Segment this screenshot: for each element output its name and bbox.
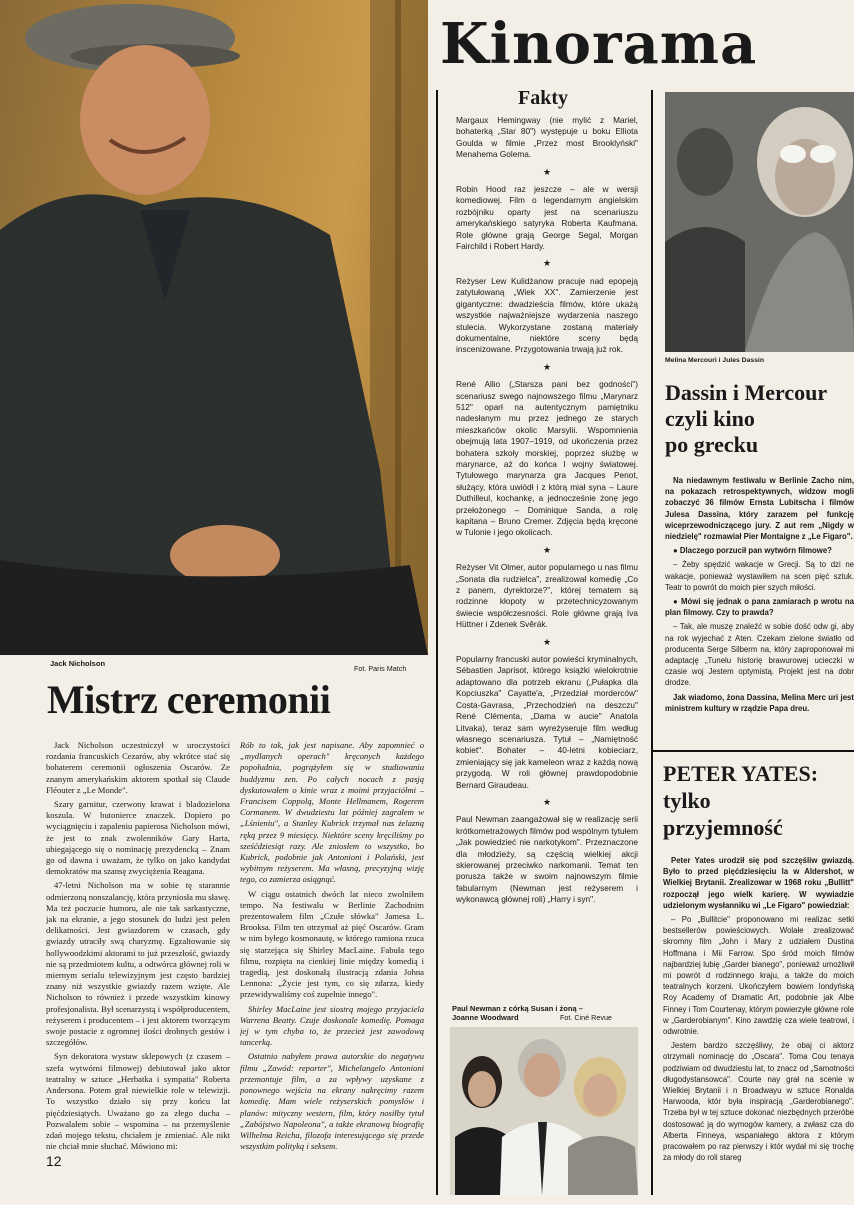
article-column-2 <box>240 740 424 1160</box>
fakty-item: René Allio („Starsza pani bez godności") scenariusz swego najnowszego filmu „Marynarz 512" oparł na autentycznym pamiętniku nadesłanym mu przez jednego ze starych mieszkańców okolic Marsylii. Wspomnienia obejmują lata 1907–1919, od ukończenia przez bohatera szkoły morskiej, poprzez służbę w marynarce, aż do końca I wojny światowej. Tytułowego marynarza gra Jacques Penot, służący, która uwiódł i z którą miał syna – Laure Duthilleul, kochankę, a jednocześnie żonę jego przełożonego – Dominique Sanda, a rolę kapitana – Bruno Cremer. Zdjęcia będą kręcone w Tulonie i jego okolicach. <box>456 379 638 538</box>
paragraph: Ostatnio nabyłem prawa autorskie do negatywu filmu „Zawód: reporter", Michelangelo Antonioni przemontuje film, a za wpływy uzyskane z ponownego wejścia na ekrany nakręcimy razem komedię. Mam wiele reżyserskich pomysłów i planów: mityczny western, film, który nosiłby tytuł „Zabójstwo Napoleona", a także ekranową biografię Wilhelma Reicha, filozofa interesującego się przede wszystkim polityką i seksem. <box>240 1051 424 1152</box>
page-number: 12 <box>46 1153 62 1169</box>
headline-line: tylko <box>663 788 711 813</box>
article-column-1 <box>46 740 230 1160</box>
paragraph: – Po „Bullitcie" proponowano mi realizac setki bestsellerów powieściowych. Wolałe zrealizować skromny film „John i Mary z udziałem Dustina Hoffmana i Mii Farrow. Spo śród moich filmów najbardziej lubię „Garder bianego", ponieważ umożliwił mi powrót d rodzinnego kraju, a także do moich teatralnych korzeni. Ukończyłem bowiem londyńską Roy Academy of Dramatic Art, podobnie jak Albe Finney i Tom Courtenay, którym powierzyłe główne role w „Garderobianym". Kino zawdzię cza wiele teatrowi, i odwrotnie. <box>663 915 854 1037</box>
headline-mistrz-ceremonii: Mistrz ceremonii <box>47 677 331 722</box>
fakty-column <box>456 115 638 1005</box>
fakty-item: Reżyser Vit Olmer, autor popularnego u nas filmu „Sonata dla rudzielca", zrealizował komedię „Co z panem, dyrektorze?", której tematem są rodzinne kłopoty w przetechnicyzowanym świecie współczesności. Role główne grają Iva Hüttner i Zdenek Svěrák. <box>456 562 638 630</box>
star-separator: ★ <box>542 258 552 269</box>
fakty-item: Paul Newman zaangażował się w realizację serii krótkometrażowych filmów pod wspólnym tytułem „Jak powiedzieć nie narkotykom". Przeznaczone dla młodzieży, są częścią wielkiej akcji skierowanej przeciwko narkomanii. Temat ten porusza także w swoim najnowszym filmie fabularnym (Newman jest reżyserem i wykonawcą głównej roli) „Harry i syn". <box>456 814 638 905</box>
paragraph: W ciągu ostatnich dwóch lat nieco zwolniłem tempo. Na festiwalu w Berlinie Zachodnim prezentowałem film „Czułe słówka" Jamesa L. Brooksa. Film ten otrzymał aż pięć Oscarów. Gram w nim byłego kosmonautę, w którego ramiona rzuca się starzejąca się Shirley MacLaine. Fabuła tego filmu, rozpięta na cienkiej linie między komedią i tragedią, jest doskonałą ilustracją zdania Johna Lennona: „Życie jest tym, co się zdarza, kiedy przewidywaliśmy coś zupełnie innego". <box>240 888 424 1000</box>
closing-note: Jak wiadomo, żona Dassina, Melina Merc uri jest ministrem kultury w rządzie Papa dreu. <box>665 692 854 713</box>
paragraph: Syn dekoratora wystaw sklepowych (z czasem – szefa wytwórni filmowej) debiutował jako aktor teatralny w sztuce „Herbatka i sympatia" Roberta Andersona. Potem grał niewielkie role w telewizji. To wszystko działo się przy końcu lat pięćdziesiątych. Uważano go za złego ducha – Pozwalałem sobie – wspomina – na przemyślenie zdań mojego tekstu, chciałem je zmieniać. Ale nikt nie chciał mnie słuchać. Mówiono mi: <box>46 1051 230 1152</box>
section-divider <box>652 750 854 752</box>
fakty-item: Popularny francuski autor powieści kryminalnych, Sébastien Japrisot, którego książki wielokrotnie adaptowano dla potrzeb ekranu („Pułapka dla Kopciuszka" Cayatte'a, „Przedział morderców" Costa-Gavrasa, „Przechodzień na deszczu" René Clémenta, „Dama w aucie" Anatola Litvaka), teraz sam wyreżyseruje film według własnego scenariusza. Tytuł – „Namiętność kobiet". Bohater – 40-letni kobieciarz, zmieniający się jak kameleon wraz z każdą nową przygodą. W roli głównej prawdopodobnie Bernard Giraudeau. <box>456 654 638 790</box>
dassin-headline <box>665 380 827 458</box>
star-separator: ★ <box>542 166 552 177</box>
column-divider <box>436 90 438 1195</box>
jack-nicholson-photo <box>0 0 428 655</box>
photo-illustration <box>450 1027 638 1195</box>
headline-line: PETER YATES: <box>663 761 819 786</box>
lead-paragraph: Peter Yates urodził się pod szczęśliw gwiazdą. Było to przed pięćdziesięciu la w Aldershot, w Wielkiej Brytanii. Zrealizowar w 1968 roku „Bullitt" rozpoczął jego wielk karierę. W wywiadzie udzielonym wysłanniku wi „Le Figaro" powiedział: <box>663 856 854 910</box>
section-title-kinorama: Kinorama <box>440 11 758 77</box>
star-separator: ★ <box>542 361 552 372</box>
yates-headline <box>663 760 818 841</box>
photo-illustration <box>0 0 428 655</box>
headline-line: Dassin i Mercour <box>665 380 828 405</box>
paragraph: 47-letni Nicholson ma w sobie tę starannie odmierzoną nonszalancję, która przyniosła mu sławę. Ma też poczucie humoru, ale nie tak sarkastyczne, jak na ekranie, a jego stosunek do ludzi jest pełen delikatności. Jest gwiazdorem w czasach, gdy gwiazdy utraciły swą charyzmę. Egzaltowanie się hollywoodzkimi aktorami to już przeszłość, gwiazdy nie są przedmiotem kultu, a odtwórca głównej roli w miernym serialu telewizyjnym jest często bardziej znany niż wszystkie gwiazdy razem wzięte. Ale Nicholson to również i przede wszystkim kinowy profesjonalista. Był scenarzystą i współproducentem, reżyserem i producentem – i jest aktorem tworzącym swoje postacie z ogromnej ilości drobnych gestów i szczegółów. <box>46 880 230 1048</box>
photo-illustration <box>665 92 854 352</box>
star-separator: ★ <box>542 544 552 555</box>
paragraph: Jack Nicholson uczestniczył w uroczystości rozdania francuskich Cezarów, aby wkrótce stać się bohaterem ceremonii ogłoszenia Oscarów. Ze znanym amerykańskim aktorem spotkał się Claude Fléouter z „Le Monde". <box>46 740 230 795</box>
lead-paragraph: Na niedawnym festiwalu w Berlinie Zacho nim, na pokazach retrospektywnych, widzow mogli zobaczyć 36 filmów Ernsta Lubitscha i filmów Julesa Dassina, który zarazem peł funkcję wiceprzewodniczącego jury. Z aut rem „Nigdy w niedzielę" rozmawiał Pier Montaigne z „Le Figaro". <box>665 476 854 542</box>
yates-article <box>663 855 854 1195</box>
fakty-heading: Fakty <box>518 87 568 109</box>
dassin-article <box>665 475 854 747</box>
mercouri-photo-caption: Melina Mercouri i Jules Dassin <box>665 357 764 364</box>
newman-family-photo <box>450 1027 638 1195</box>
paragraph: Rób to tak, jak jest napisane. Aby zapomnieć o „mydlanych operach" kręconych każdego popołudnia, pogrążyłem się w studiowaniu buddyzmu zen. Po całych nocach z pasją dyskutowałem o kinie wraz z moimi przyjaciółmi – Francisem Coppolą, Monte Hellmanem, Rogerem Cormanem. W dwudziestu lat później zagrałem w „Lśnieniu", a Stanley Kubrick trzymał nas żelazną ręką przez 9 miesięcy. Niektóre sceny kręciliśmy po sześćdziesiąt razy. Ale zniosłem to wszystko, bo Kubrick, podobnie jak Antonioni i Polański, jest wybitnym reżyserem. Ma własną, precyzyjną wizję tego, co zamierza osiągnąć. <box>240 740 424 885</box>
star-separator: ★ <box>542 636 552 647</box>
newman-photo-caption: Paul Newman z córką Susan i żoną – Joanne Woodward <box>452 1004 583 1022</box>
headline-line: po grecku <box>665 432 759 457</box>
fakty-item: Reżyser Lew Kulidżanow pracuje nad epopeją zatytułowaną „Wiek XX". Zamierzenie jest gigantyczne: dwadzieścia filmów, które ukażą wszystkie najważniejsze wydarzenia naszego stulecia. Wykorzystane zostaną materiały dokumentalne, niektóre sceny będą inscenizowane. Przygotowania trwają już rok. <box>456 275 638 355</box>
question: ● Dlaczego porzucił pan wytwórn filmowe? <box>673 546 832 556</box>
mercouri-dassin-photo <box>665 92 854 352</box>
paragraph: Jestem bardzo szczęśliwy, że obaj ci aktorz otrzymali nominację do „Oscara". Toma Cou tenaya podziwiam od dwudziestu lat, to znacz od „Samotności długodystansowca". Courte nay grał na scenie w Wielkiej Brytanii i n Broadwayu w sztuce Ronalda Harwooda, któr była inspiracją „Garderobianego". Trzeba był w tej sztuce dokonać niezbędnych przeróbe dostosować ją do wymogów kamery, a zwłasz cza do Alberta Finneya, wspaniałego aktora z którym pracowałem po raz pierwszy i któr wydał mi się trochę za młody do roli stareg <box>663 1041 854 1163</box>
fakty-item: Margaux Hemingway (nie mylić z Mariel, bohaterką „Star 80") występuje u boku Elliota Goulda w filmie „Przez most Brooklyński" Menahema Golema. <box>456 115 638 160</box>
answer: – Tak, ale muszę znaleźć w sobie dość odw gi, aby na rok wyjechać z Aten. Czekam zielone światło od producenta Serge Silberm na, który zaproponował mi adaptację „Tunelu historię brawurowej ucieczki w czasie woj Jestem optymistą. Projekt jest na dobr drodze. <box>665 622 854 688</box>
newman-photo-credit: Fot. Ciné Revue <box>560 1013 612 1022</box>
column-divider <box>651 90 653 1195</box>
headline-line: przyjemność <box>663 815 783 840</box>
photo-caption: Jack Nicholson <box>50 659 106 668</box>
headline-line: czyli kino <box>665 406 755 431</box>
fakty-item: Robin Hood raz jeszcze – ale w wersji komediowej. Film o legendarnym angielskim rozbójniku oparty jest na scenariuszu amerykańskiego satyryka Roberta Kaufmana. Role główne grają George Segal, Morgan Fairchild i Robert Hardy. <box>456 184 638 252</box>
answer: – Żeby spędzić wakacje w Grecji. Są to dzi ne wakacje, ponieważ wystawiłem na scen pięć sztuk. Teatr to powrót do moich pier szych miłości. <box>665 560 854 592</box>
question: ● Mówi się jednak o pana zamiarach p wrotu na plan filmowy. Czy to prawda? <box>665 597 854 618</box>
paragraph: Shirley MacLaine jest siostrą mojego przyjaciela Warrena Beatty. Czuje doskonale komedię. Pomaga jej w tym chyba to, że przecież jest zawodową tancerką. <box>240 1003 424 1048</box>
star-separator: ★ <box>542 796 552 807</box>
photo-credit: Fot. Paris Match <box>354 664 407 673</box>
paragraph: Szary garnitur, czerwony krawat i bladozielona koszula. W butonierce znaczek. Dopiero po wyciągnięciu i zapaleniu papierosa Nicholson mówi, że jest to znak zwolenników Gary Harta, ubiegającego się o nominację prezydencką – Znam go od dawna i uważam, że tylko on jako kandydat demokratów ma szansę zwyciężenia Reagana. <box>46 799 230 877</box>
